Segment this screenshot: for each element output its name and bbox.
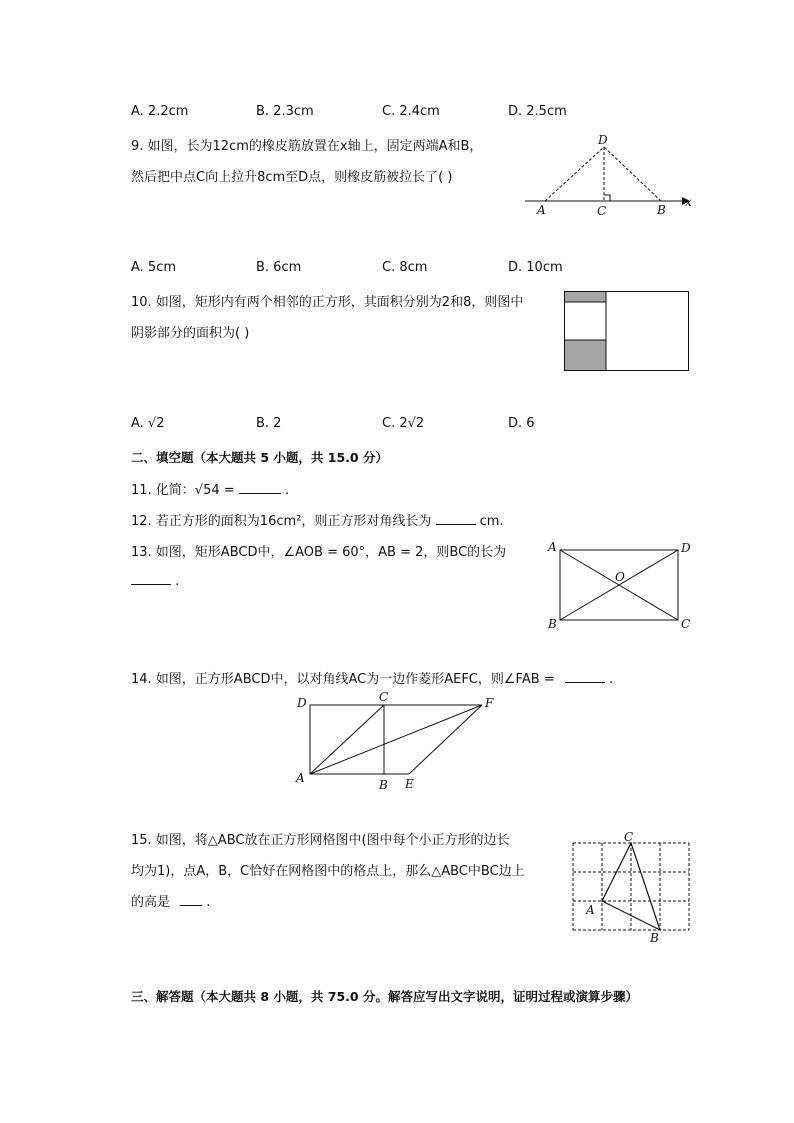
q11-text <box>131 479 289 498</box>
q14-answer-blank <box>565 670 605 683</box>
q9-figure <box>520 130 700 220</box>
q11-text-b: . <box>284 483 290 498</box>
q9-label-b: B <box>657 203 666 217</box>
q8-option-d: D. 2.5cm <box>508 104 567 119</box>
q10-shaded-region-top <box>565 292 606 302</box>
q15-text-line1: 15. 如图，将△ABC放在正方形网格图中(图中每个小正方形的边长 <box>131 833 510 848</box>
q13-label-c: C <box>681 617 691 631</box>
section-3-title: 三、解答题（本大题共 8 小题，共 75.0 分。解答应写出文字说明，证明过程或演算步骤） <box>131 989 638 1004</box>
q9-label-d: D <box>598 133 608 147</box>
q9-option-c: C. 8cm <box>382 260 428 275</box>
q15-text-a: 的高是 <box>131 895 171 910</box>
q14-label-b: B <box>379 778 388 792</box>
q14-text-b: . <box>608 672 614 687</box>
q10-option-d: D. 6 <box>508 416 535 431</box>
q13-text-b: . <box>175 574 180 589</box>
q15-label-c: C <box>624 830 634 844</box>
q10-option-b: B. 2 <box>256 416 282 431</box>
q13-label-o: O <box>615 570 625 584</box>
q14-label-e: E <box>405 777 414 791</box>
q8-option-c: C. 2.4cm <box>382 104 440 119</box>
q9-label-a: A <box>537 203 546 217</box>
q14-label-a: A <box>296 771 305 785</box>
q9-label-x: x <box>685 195 692 209</box>
q14-label-f: F <box>485 696 494 710</box>
q11-answer-blank <box>239 481 281 494</box>
q12-text <box>131 510 504 529</box>
q15-answer-blank <box>180 893 202 906</box>
q12-text-a: 12. 若正方形的面积为16cm²，则正方形对角线长为 <box>131 514 432 529</box>
q12-text-b: cm. <box>479 514 504 529</box>
q15-text-line3 <box>131 891 210 910</box>
q10-text-line2: 阴影部分的面积为( ) <box>131 326 250 341</box>
q14-figure <box>290 690 510 800</box>
q13-text-line1: 13. 如图，矩形ABCD中，∠AOB = 60°，AB = 2，则BC的长为 <box>131 545 507 560</box>
q14-text-a: 14. 如图，正方形ABCD中，以对角线AC为一边作菱形AEFC，则∠FAB = <box>131 672 555 687</box>
q13-label-d: D <box>681 541 691 555</box>
q15-text-b: . <box>206 895 211 910</box>
q9-option-a: A. 5cm <box>131 260 177 275</box>
q8-option-a: A. 2.2cm <box>131 104 189 119</box>
q12-answer-blank <box>436 512 476 525</box>
q15-label-a: A <box>586 903 595 917</box>
q13-label-a: A <box>548 540 557 554</box>
q9-text-line2: 然后把中点C向上拉升8cm至D点，则橡皮筋被拉长了( ) <box>131 170 453 185</box>
q13-figure <box>545 540 695 635</box>
q11-text-a: 11. 化简：√54 = <box>131 483 235 498</box>
q14-label-d: D <box>297 696 307 710</box>
q13-text-line2 <box>131 572 179 589</box>
q10-option-a: A. √2 <box>131 416 165 431</box>
q9-text-line1: 9. 如图，长为12cm的橡皮筋放置在x轴上，固定两端A和B， <box>131 139 483 154</box>
q15-figure <box>568 830 698 945</box>
q10-text-line1: 10. 如图，矩形内有两个相邻的正方形，其面积分别为2和8，则图中 <box>131 295 524 310</box>
q10-option-c: C. 2√2 <box>382 416 425 431</box>
q14-text <box>131 668 613 687</box>
q15-text-line2: 均为1)，点A，B，C恰好在网格图中的格点上，那么△ABC中BC边上 <box>131 864 525 879</box>
q9-label-c: C <box>597 204 607 218</box>
q9-option-d: D. 10cm <box>508 260 563 275</box>
q9-option-b: B. 6cm <box>256 260 302 275</box>
q14-label-c: C <box>379 690 389 704</box>
q8-option-b: B. 2.3cm <box>256 104 314 119</box>
section-2-title: 二、填空题（本大题共 5 小题，共 15.0 分） <box>131 450 388 465</box>
q15-label-b: B <box>650 931 659 945</box>
q13-label-b: B <box>548 617 557 631</box>
q10-shaded-region-bottom <box>565 340 606 370</box>
q13-answer-blank <box>131 572 171 585</box>
q10-figure <box>564 290 690 372</box>
